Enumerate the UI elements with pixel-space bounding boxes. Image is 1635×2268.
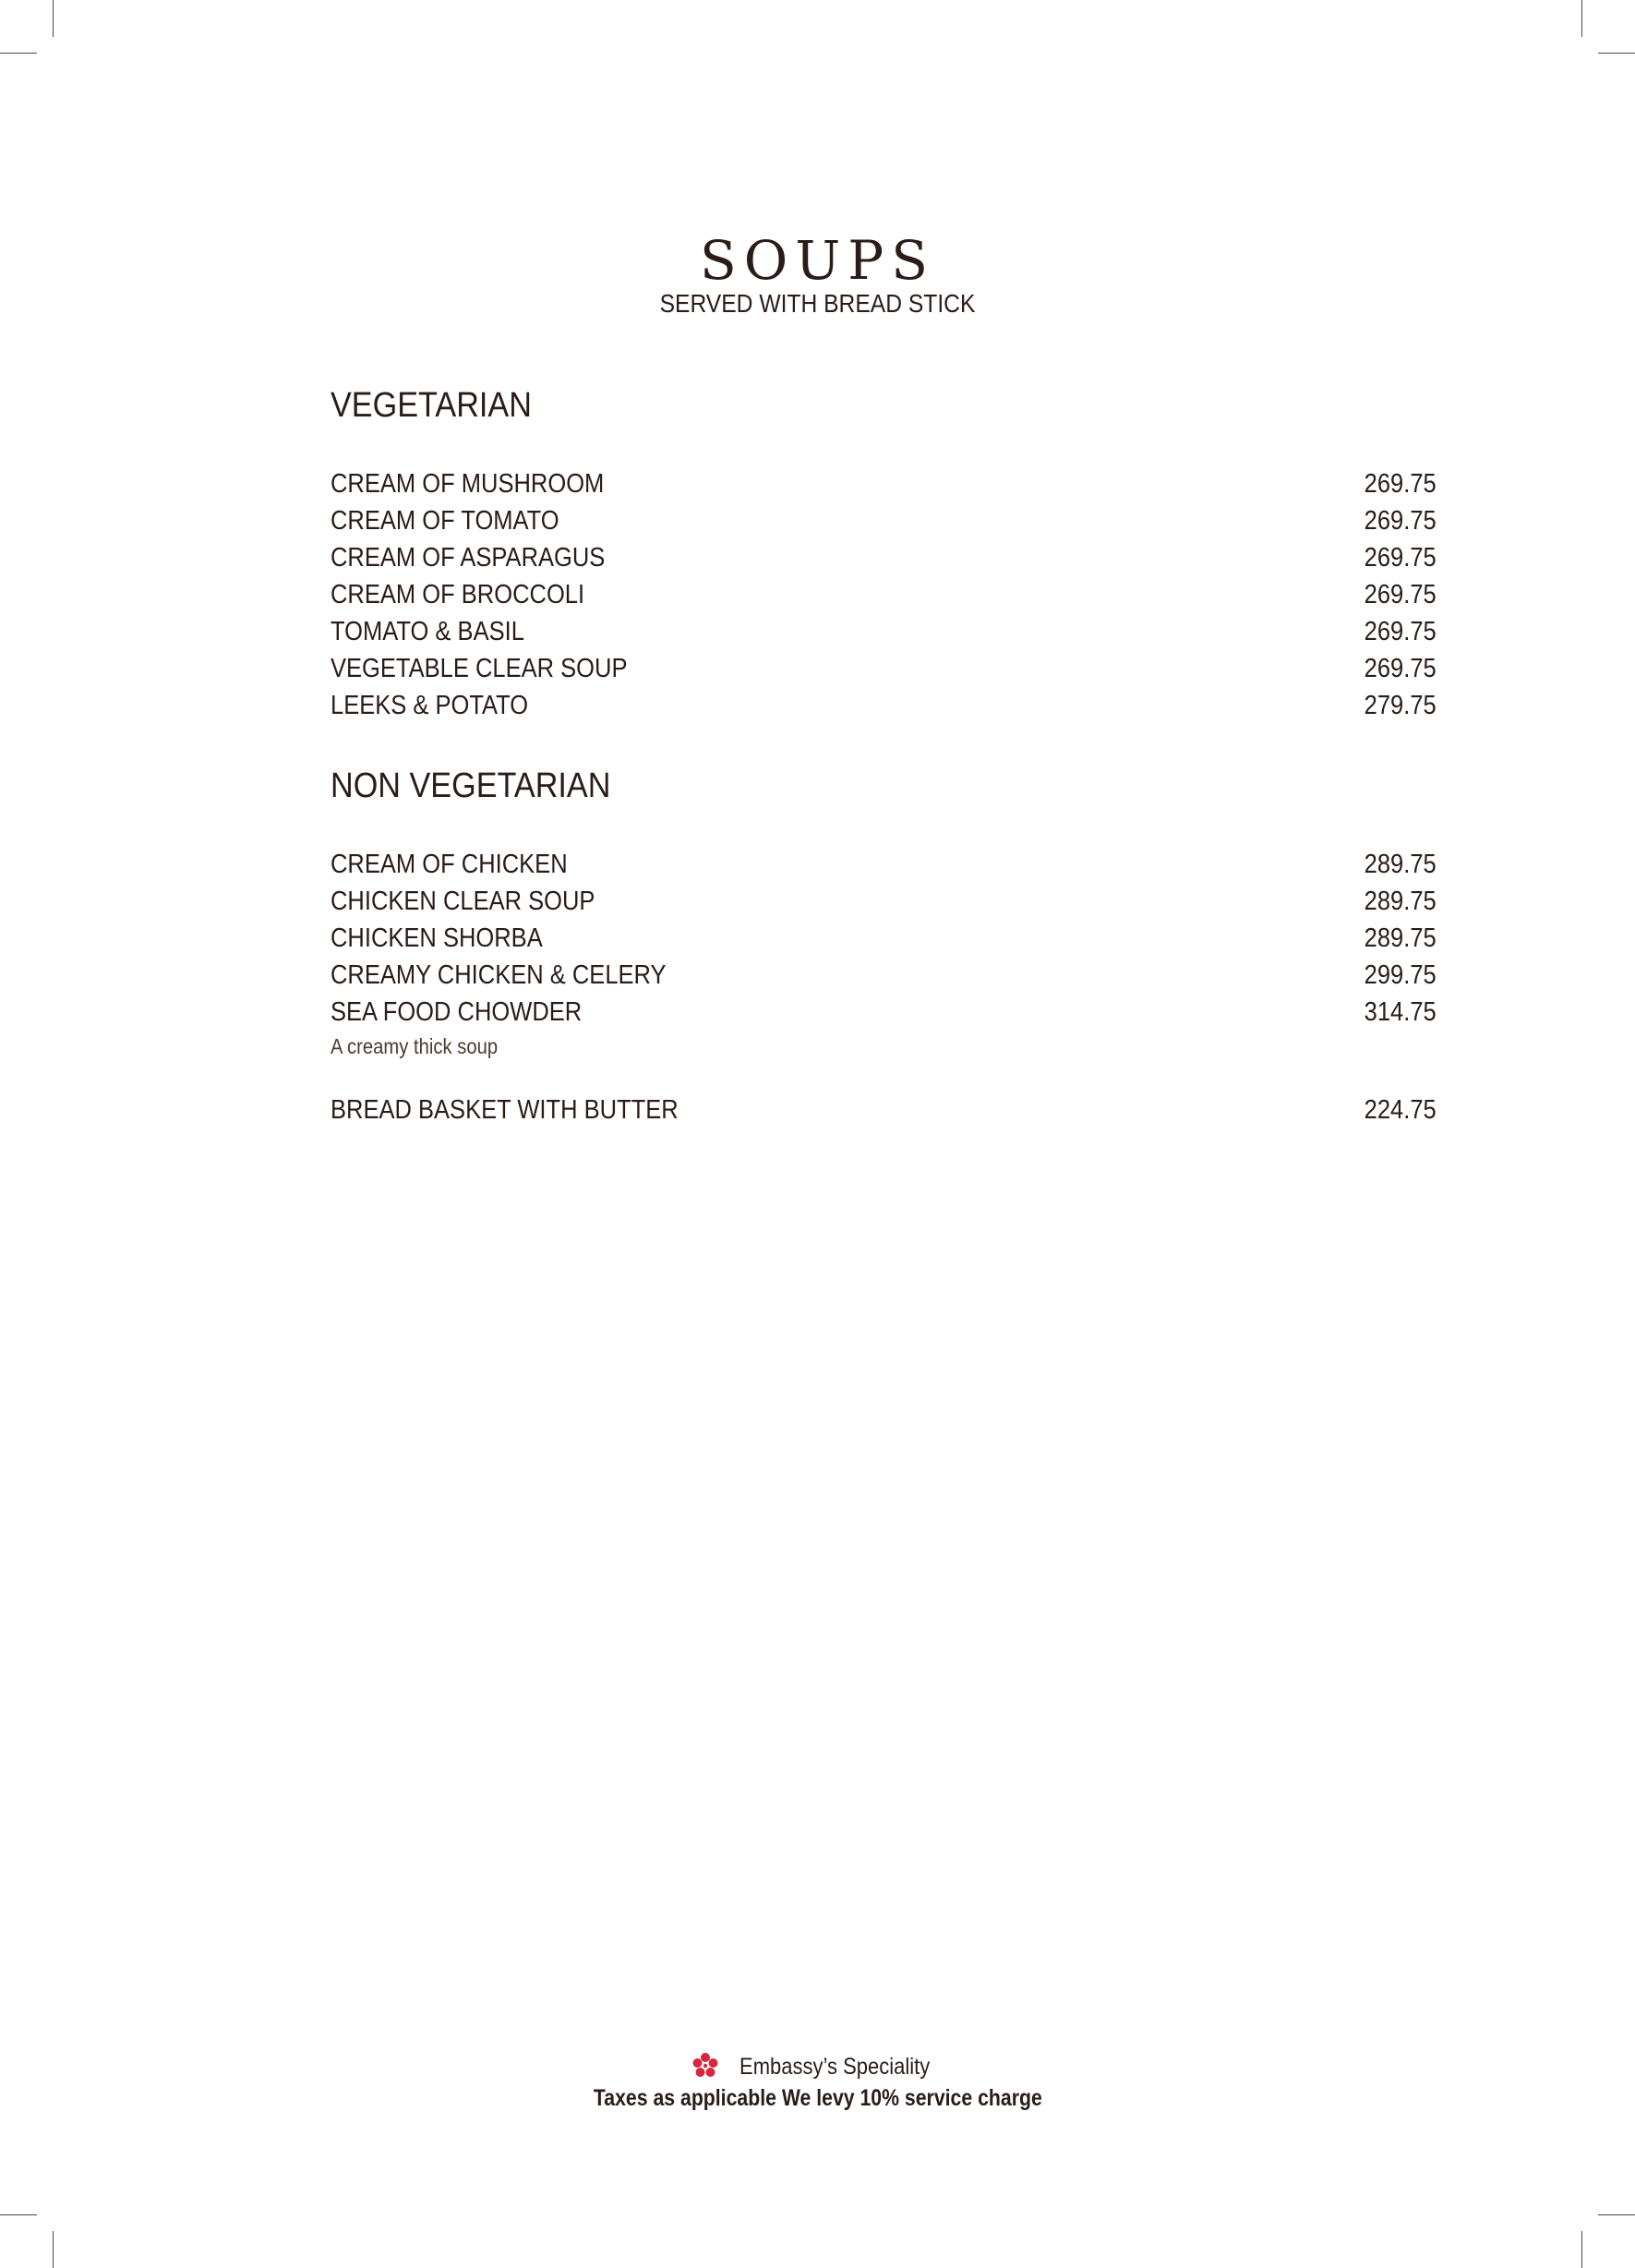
menu-item-price: 224.75 [1364,1095,1437,1125]
menu-item-price: 269.75 [1364,469,1437,499]
menu-item [331,543,1437,580]
menu-item [331,1095,1437,1132]
speciality-label: Embassy’s Speciality [739,2054,931,2080]
red-flower-icon [691,2052,719,2080]
crop-mark [0,2214,37,2215]
speciality-legend [0,2052,1635,2081]
menu-item [331,923,1437,960]
menu-item-name: LEEKS & POTATO [331,691,529,720]
crop-mark [1598,2214,1635,2215]
menu-item-price: 289.75 [1364,850,1437,879]
vegetarian-menu-list [331,469,1437,728]
menu-item-price: 269.75 [1364,506,1437,536]
menu-item-name: CREAM OF TOMATO [331,506,559,536]
menu-item [331,617,1437,654]
menu-item-name: CREAMY CHICKEN & CELERY [331,960,667,990]
menu-item-price: 299.75 [1364,960,1437,990]
crop-mark [53,2231,54,2268]
menu-item-price: 269.75 [1364,580,1437,609]
menu-item-name: CREAM OF BROCCOLI [331,580,585,609]
crop-mark [1598,53,1635,54]
menu-item-name: CHICKEN CLEAR SOUP [331,887,595,916]
menu-item-name: VEGETABLE CLEAR SOUP [331,654,628,683]
menu-item-price: 269.75 [1364,617,1437,646]
menu-item-name: TOMATO & BASIL [331,617,524,646]
menu-item-name: CREAM OF MUSHROOM [331,469,605,499]
menu-item [331,691,1437,728]
menu-item [331,580,1437,617]
menu-item-price: 279.75 [1364,691,1437,720]
page-title: SOUPS [700,229,935,292]
menu-item-name: CREAM OF CHICKEN [331,850,568,879]
extra-menu-list [331,1095,1437,1132]
menu-item-name: SEA FOOD CHOWDER [331,997,583,1027]
menu-item [331,654,1437,691]
menu-item-name: CREAM OF ASPARAGUS [331,543,606,573]
section-heading-vegetarian: VEGETARIAN [331,386,532,425]
menu-item-name: CHICKEN SHORBA [331,923,543,953]
menu-item-name: BREAD BASKET WITH BUTTER [331,1095,679,1125]
crop-mark [0,53,37,54]
crop-mark [53,0,54,37]
crop-mark [1581,0,1582,37]
menu-item-price: 269.75 [1364,543,1437,573]
menu-item-description: A creamy thick soup [331,1034,499,1058]
non-vegetarian-menu-list [331,850,1437,1071]
page-subtitle: SERVED WITH BREAD STICK [659,289,976,318]
taxes-note-text: Taxes as applicable We levy 10% service charge [593,2085,1042,2111]
menu-item [331,469,1437,506]
menu-item-price: 314.75 [1364,997,1437,1027]
taxes-note [0,2085,1635,2112]
section-heading-non-vegetarian: NON VEGETARIAN [331,766,611,805]
menu-item-price: 289.75 [1364,923,1437,953]
menu-item-price: 289.75 [1364,887,1437,916]
menu-item-price: 269.75 [1364,654,1437,683]
menu-item [331,997,1437,1071]
crop-mark [1581,2231,1582,2268]
menu-item [331,506,1437,543]
menu-item [331,960,1437,997]
menu-item [331,887,1437,923]
menu-item [331,850,1437,887]
